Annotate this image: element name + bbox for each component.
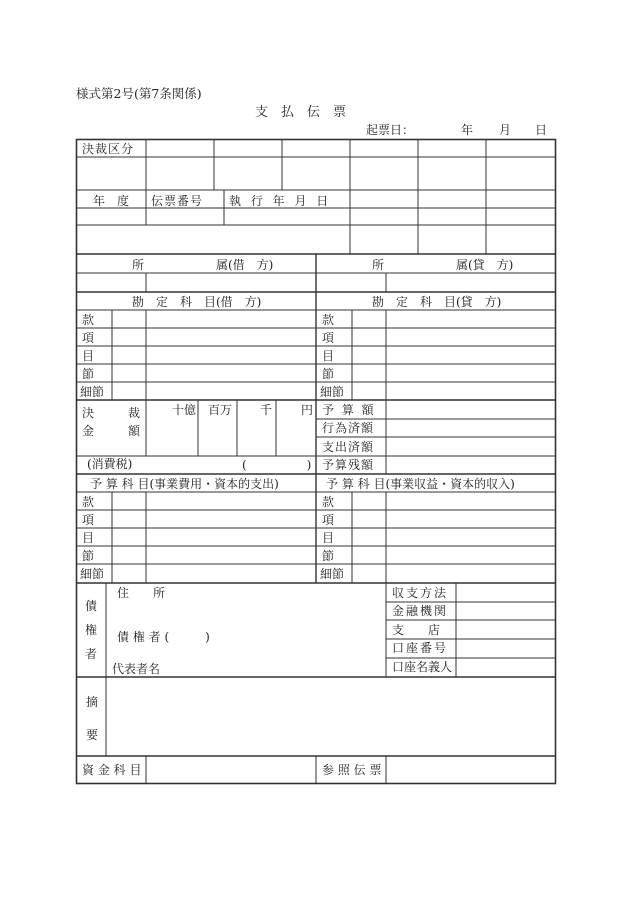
date-label: 起票日：	[366, 123, 415, 137]
shushi-houhou-label: 収支方法	[392, 586, 449, 600]
date-month: 月	[499, 123, 512, 137]
tekiyo-char-1: 摘	[86, 695, 99, 709]
unit-juoku: 十億	[172, 403, 197, 417]
row-label-kan: 款	[82, 313, 95, 327]
address-label: 住 所	[117, 586, 166, 600]
date-day: 日	[535, 123, 548, 137]
row-label-setsu: 節	[322, 367, 335, 381]
shozoku-credit-label: 所 属(貸 方)	[372, 258, 514, 272]
row-label-kan: 款	[82, 495, 95, 509]
creditor-name-label: 債 権 者 ( )	[117, 630, 210, 644]
row-label-kan: 款	[322, 313, 335, 327]
date-year: 年	[461, 123, 474, 137]
row-label-saisetsu: 細節	[80, 385, 105, 399]
tekiyo-char-2: 要	[86, 728, 99, 742]
koza-bango-label: 口座番号	[392, 641, 449, 655]
page-title: 支 払 伝 票	[255, 105, 347, 120]
kingaku-char-1: 金	[82, 424, 95, 438]
unit-sen: 千	[260, 403, 273, 417]
row-label-moku: 目	[82, 349, 95, 363]
tax-paren: ( )	[242, 458, 312, 472]
unit-hyakuman: 百万	[208, 403, 233, 417]
yosan-zan-label: 予算残額	[322, 458, 375, 472]
koui-zumi-label: 行為済額	[322, 421, 375, 435]
koza-meigi-label: 口座名義人	[392, 660, 453, 674]
unit-en: 円	[301, 403, 314, 417]
nendo-label: 年 度	[93, 194, 130, 208]
row-label-kou: 項	[322, 331, 335, 345]
kessai-char-2: 裁	[128, 406, 141, 420]
saikensha-char-3: 者	[85, 647, 98, 661]
kingaku-char-2: 額	[128, 424, 141, 438]
shozoku-debit-label: 所 属(借 方)	[132, 258, 274, 272]
kanjo-credit-label: 勘 定 科 目(貸 方)	[372, 295, 502, 309]
saikensha-char-1: 債	[85, 599, 98, 613]
row-label-setsu: 節	[82, 549, 95, 563]
row-label-kan: 款	[322, 495, 335, 509]
row-label-saisetsu: 細節	[80, 567, 105, 581]
row-label-saisetsu: 細節	[320, 385, 345, 399]
saikensha-char-2: 権	[85, 623, 98, 637]
tax-label: (消費税)	[87, 457, 133, 471]
sansho-denpyo-label: 参 照 伝 票	[322, 763, 382, 777]
row-label-kou: 項	[82, 331, 95, 345]
row-label-moku: 目	[322, 531, 335, 545]
kanjo-debit-label: 勘 定 科 目(借 方)	[132, 295, 262, 309]
yosan-right-label: 予 算 科 目(事業収益・資本的収入)	[326, 477, 515, 491]
form-id: 様式第2号(第7条関係)	[76, 86, 202, 101]
shikin-kamoku-label: 資 金 科 目	[82, 763, 142, 777]
row-label-moku: 目	[322, 349, 335, 363]
yosan-left-label: 予 算 科 目(事業費用・資本的支出)	[90, 477, 279, 491]
shikko-date-label: 執 行 年 月 日	[229, 194, 332, 208]
row-label-setsu: 節	[82, 367, 95, 381]
denpyo-bango-label: 伝票番号	[151, 194, 204, 208]
row-label-kou: 項	[322, 513, 335, 527]
kinyu-kikan-label: 金融機関	[392, 604, 449, 618]
yosan-gaku-label: 予 算 額	[322, 403, 376, 417]
row-label-saisetsu: 細節	[320, 567, 345, 581]
shiten-label: 支 店	[392, 623, 441, 637]
kessai-char-1: 決	[82, 406, 95, 420]
shishutsu-zumi-label: 支出済額	[322, 440, 375, 454]
row-label-setsu: 節	[322, 549, 335, 563]
row-label-kou: 項	[82, 513, 95, 527]
representative-label: 代表者名	[112, 662, 161, 676]
row-label-moku: 目	[82, 531, 95, 545]
kessai-kubun-label: 決裁区分	[82, 142, 135, 156]
